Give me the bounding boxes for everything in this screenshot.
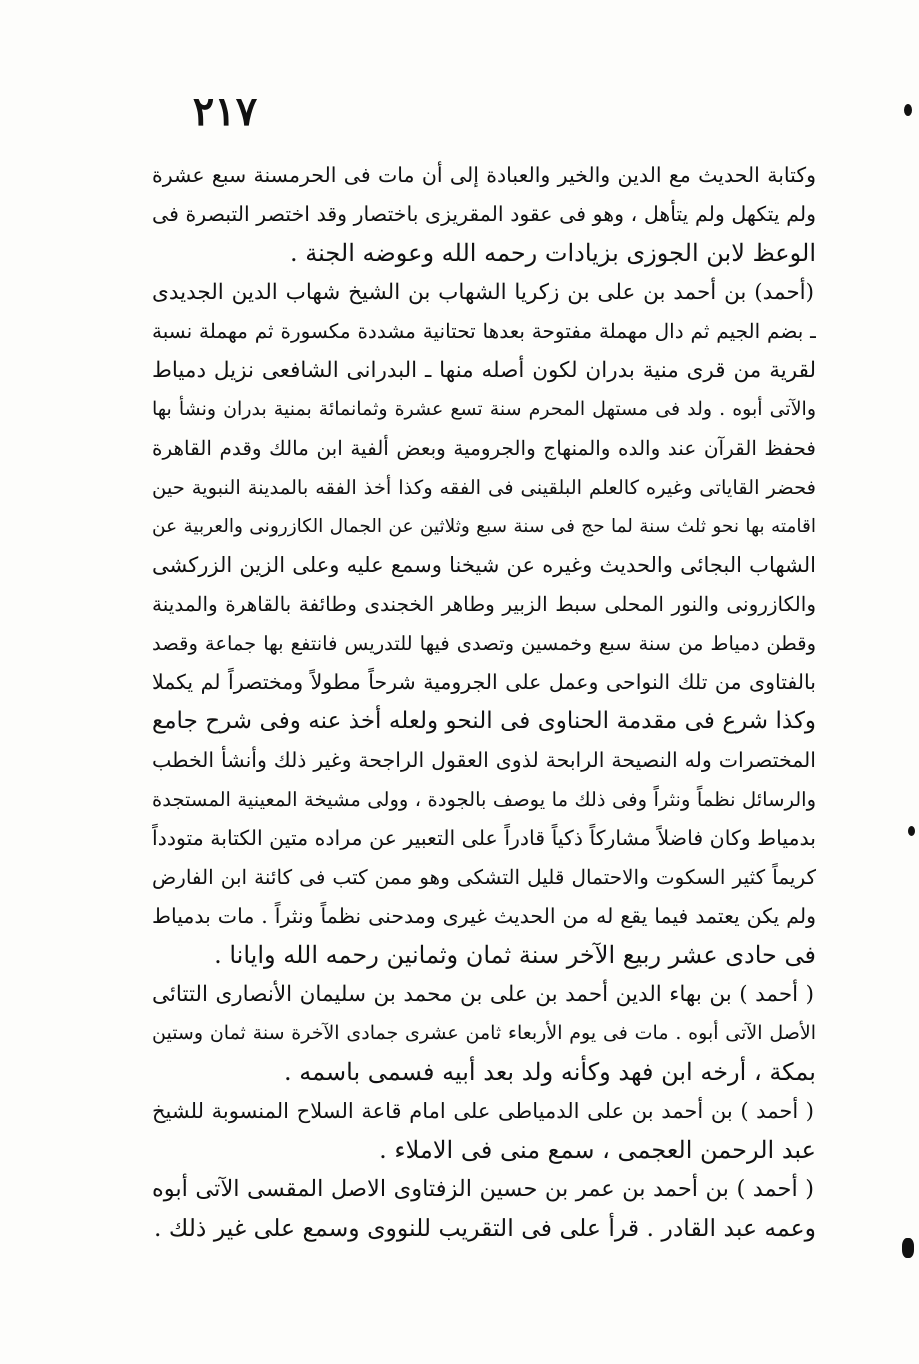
text-line: فى حادى عشر ربيع الآخر سنة ثمان وثمانين رحمه الله وايانا . (214, 941, 816, 969)
text-line: بالفتاوى من تلك النواحى وعمل على الجرومية شرحاً مطولاً ومختصراً لم يكملا (152, 670, 816, 694)
text-line: ولم يكن يعتمد فيما يقع له من الحديث غيرى ومدحنى نظماً ونثراً . مات بدمياط (152, 904, 816, 928)
entry-heading-line: ( أحمد ) بن بهاء الدين أحمد بن على بن محمد بن سليمان الأنصارى التتائى (152, 982, 814, 1007)
text-line: فحفظ القرآن عند والده والمنهاج والجرومية وبعض ألفية ابن مالك وقدم القاهرة (152, 436, 816, 460)
text-line: والآتى أبوه . ولد فى مستهل المحرم سنة تسع عشرة وثمانمائة بمنية بدران ونشأ بها (152, 398, 816, 420)
entry-heading-line: ( أحمد ) بن أحمد بن على الدمياطى على امام قاعة السلاح المنسوبة للشيخ (152, 1099, 814, 1123)
text-line: بدمياط وكان فاضلاً مشاركاً ذكياً قادراً على التعبير عن مراده متين الكتابة متودداً (152, 826, 816, 850)
text-line: الوعظ لابن الجوزى بزيادات رحمه الله وعوضه الجنة . (290, 239, 816, 267)
text-line: وكتابة الحديث مع الدين والخير والعبادة إلى أن مات فى الحرمسنة سبع عشرة (152, 163, 816, 187)
margin-ink-mark (902, 1238, 914, 1258)
text-line: عبد الرحمن العجمى ، سمع منى فى الاملاء . (379, 1136, 816, 1164)
page-body-text (152, 156, 816, 1248)
text-line: الأصل الآتى أبوه . مات فى يوم الأربعاء ثامن عشرى جمادى الآخرة سنة ثمان وستين (152, 1022, 816, 1044)
text-line: والكازرونى والنور المحلى سبط الزبير وطاهر الخجندى وطائفة بالقاهرة والمدينة (152, 592, 816, 616)
text-line: وقطن دمياط من سنة سبع وخمسين وتصدى فيها للتدريس فانتفع بها جماعة وقصد (152, 632, 816, 655)
text-line: والرسائل نظماً ونثراً وفى ذلك ما يوصف بالجودة ، وولى مشيخة المعينية المستجدة (152, 788, 816, 811)
entry-heading-line: ( أحمد ) بن أحمد بن عمر بن حسين الزفتاوى الاصل المقسى الآتى أبوه (152, 1176, 814, 1202)
text-line: وعمه عبد القادر . قرأ على فى التقريب للنووى وسمع على غير ذلك . (153, 1214, 816, 1242)
text-line: بمكة ، أرخه ابن فهد وكأنه ولد بعد أبيه فسمى باسمه . (284, 1058, 816, 1086)
text-line: الشهاب البجائى والحديث وغيره عن شيخنا وسمع عليه وعلى الزين الزركشى (152, 553, 816, 577)
text-line: المختصرات وله النصيحة الرابحة لذوى العقول الراجحة وغير ذلك وأنشأ الخطب (152, 748, 816, 772)
text-line: فحضر القاياتى وغيره كالعلم البلقينى فى الفقه وكذا أخذ الفقه بالمدينة النبوية حين (152, 476, 816, 499)
entry-heading-line: (أحمد) بن أحمد بن على بن زكريا الشهاب بن الشيخ شهاب الدين الجديدى (152, 280, 814, 305)
text-line: ولم يتكهل ولم يتأهل ، وهو فى عقود المقريزى باختصار وقد اختصر التبصرة فى (152, 202, 816, 226)
text-line: اقامته بها نحو ثلث سنة لما حج فى سنة سبع وثلاثين عن الجمال الكازرونى والعربية عن (152, 516, 816, 537)
margin-ink-mark (908, 826, 915, 836)
text-line: وكذا شرع فى مقدمة الحناوى فى النحو ولعله أخذ عنه وفى شرح جامع (152, 708, 816, 734)
margin-ink-mark (904, 104, 912, 116)
text-line: ـ بضم الجيم ثم دال مهملة مفتوحة بعدها تحتانية مشددة مكسورة ثم مهملة نسبة (152, 319, 816, 343)
text-line: كريماً كثير السكوت والاحتمال قليل التشكى وهو ممن كتب فى كائنة ابن الفارض (152, 865, 816, 889)
text-line: لقرية من قرى منية بدران لكون أصله منها ـ البدرانى الشافعى نزيل دمياط (152, 358, 816, 383)
page-number: ٢١٧ (192, 88, 258, 135)
